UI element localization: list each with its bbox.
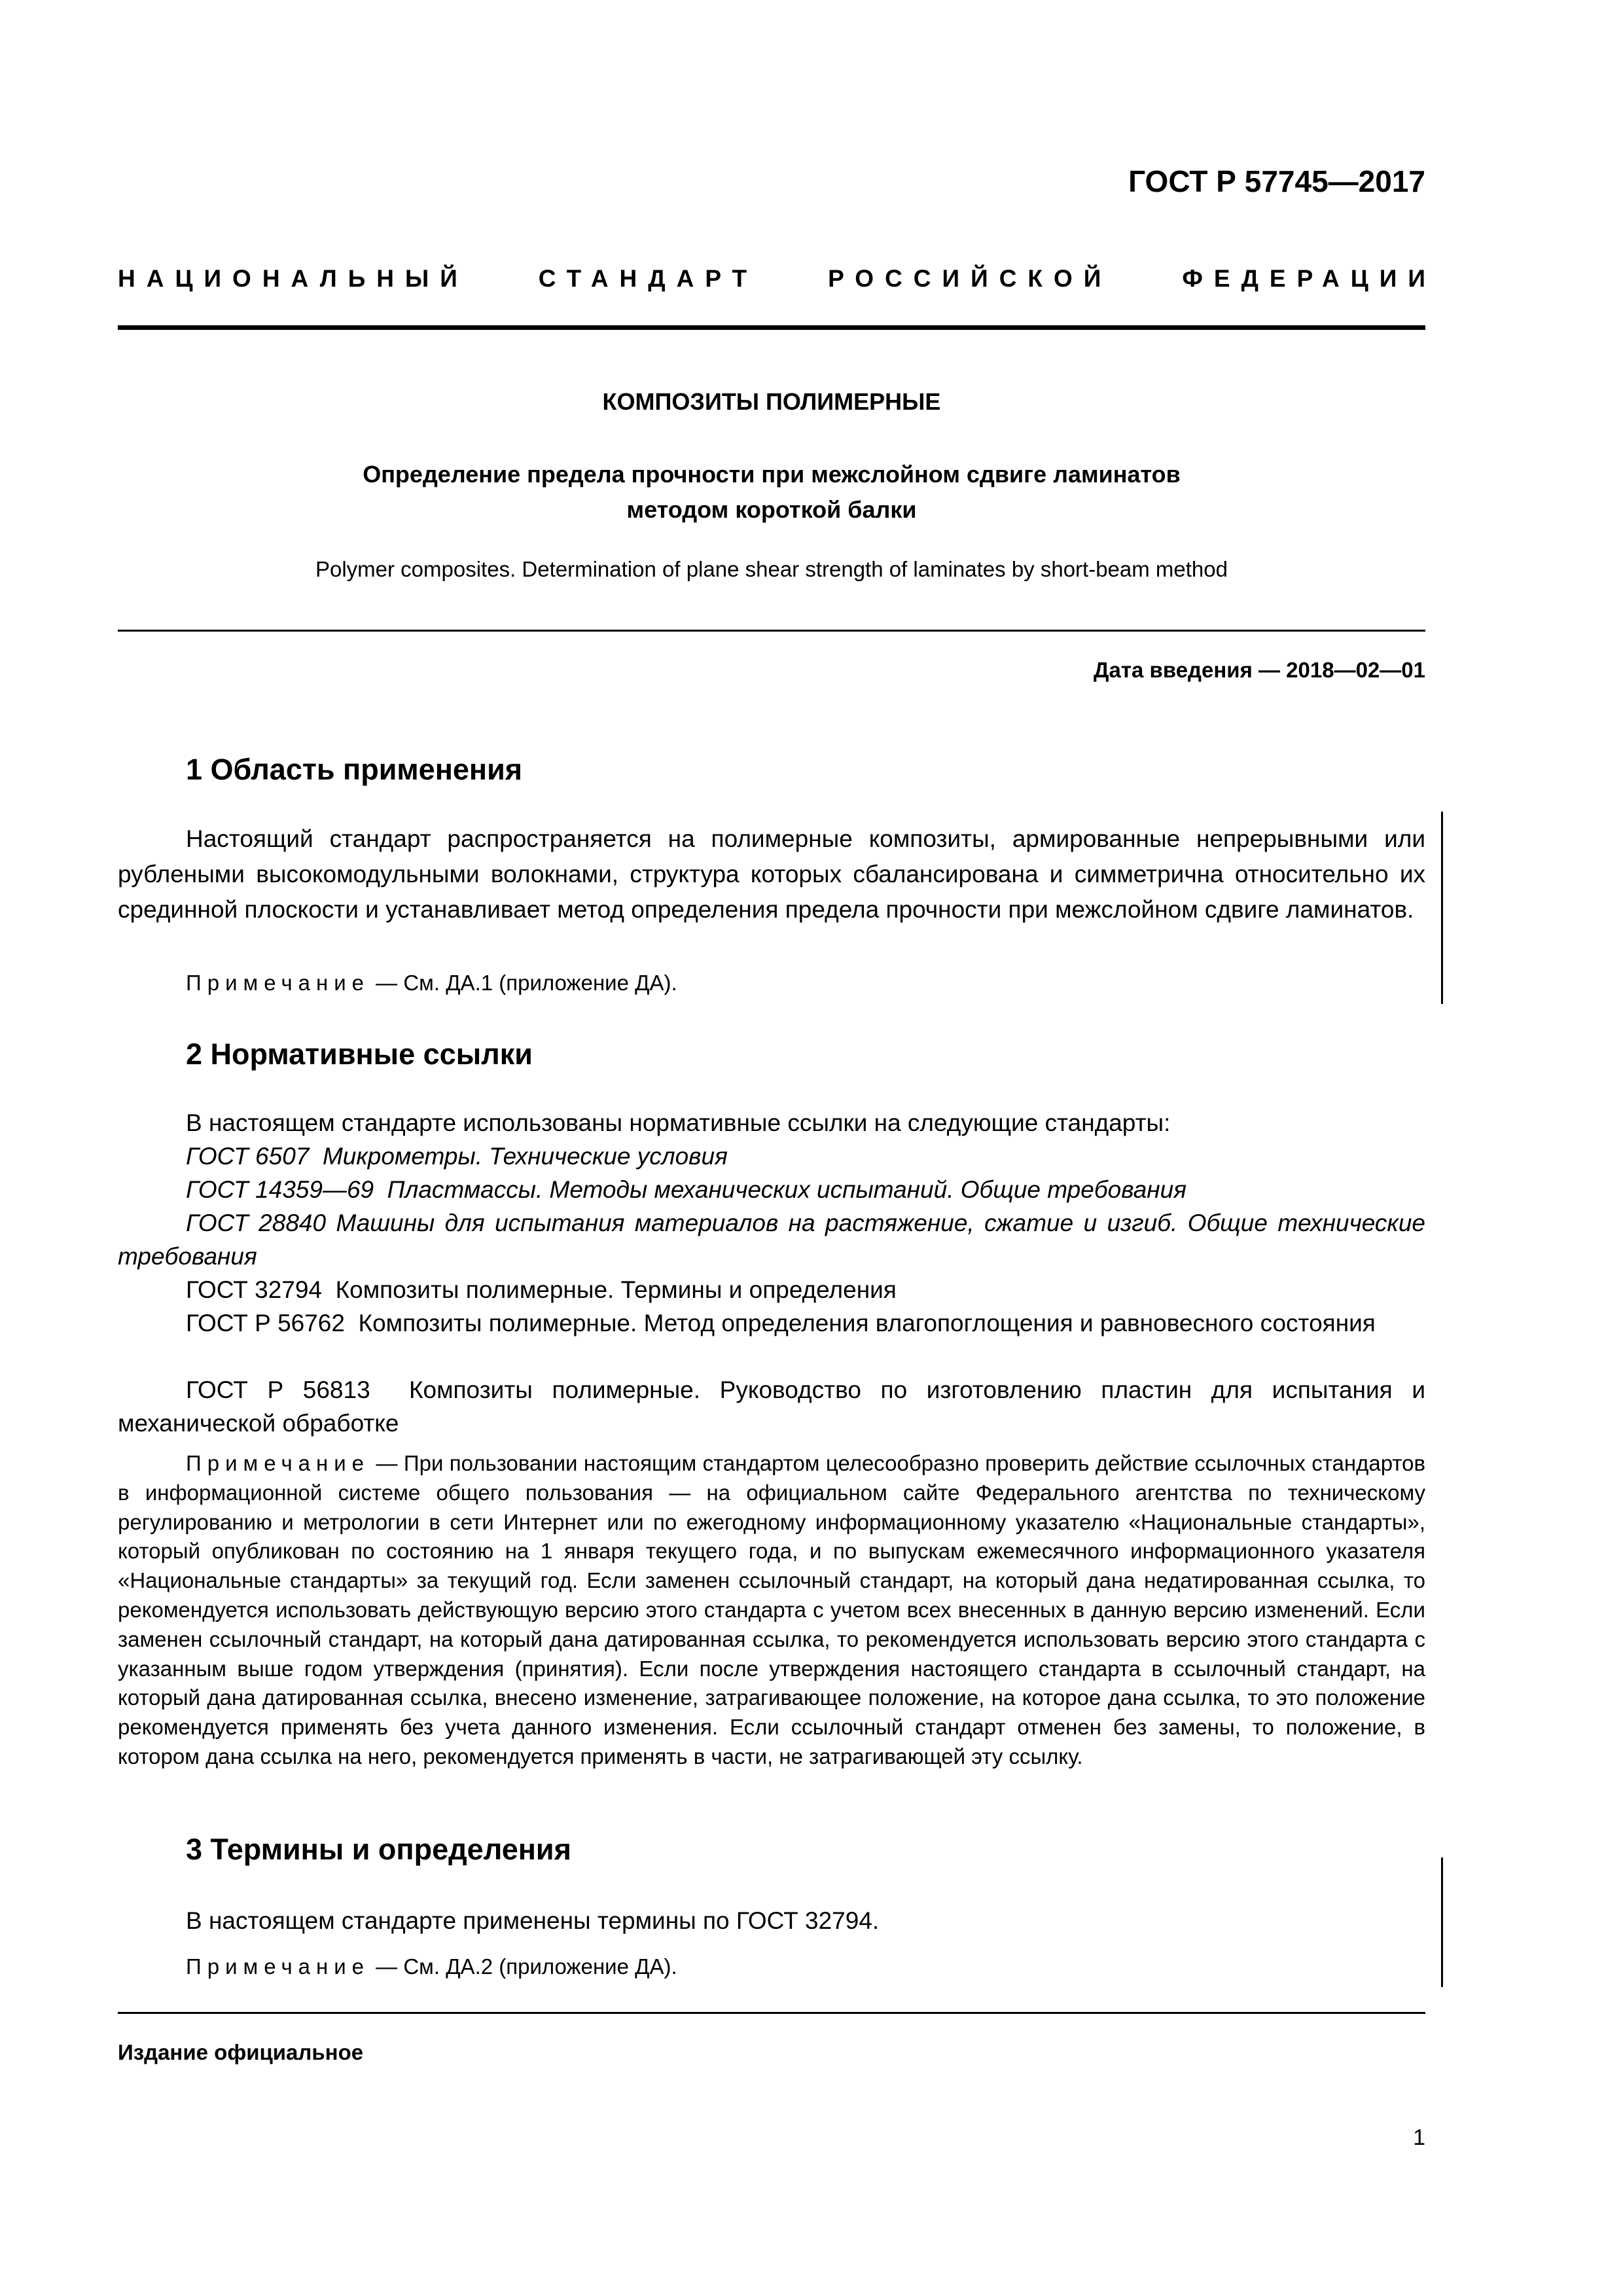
reference-code: ГОСТ Р 56813 (186, 1376, 370, 1403)
national-title-word: ФЕДЕРАЦИИ (1182, 265, 1436, 292)
reference-title: Машины для испытания материалов на растяжение, сжатие и изгиб. Общие технические требования (118, 1210, 1426, 1270)
note-text: — См. ДА.2 (приложение ДА). (370, 1954, 677, 1979)
reference-code: ГОСТ 14359—69 (186, 1176, 374, 1203)
change-bar (1441, 812, 1443, 1004)
footer-divider (118, 2012, 1425, 2014)
section-note (186, 971, 677, 996)
reference-item (118, 1306, 1425, 1340)
introduction-date: Дата введения — 2018—02—01 (1094, 658, 1425, 682)
standard-subtitle (118, 457, 1425, 528)
header-divider (118, 325, 1425, 330)
note-label: Примечание (186, 971, 370, 995)
note-label: Примечание (186, 1451, 370, 1475)
section-paragraph: Настоящий стандарт распространяется на полимерные композиты, армированные непрерывными или рублеными высокомодульными волокнами, структура которых сбалансирована и симметрична относительно их срединной плоскости и устанавливает метод определения предела прочности при межслойном сдвиге ламинатов. (118, 825, 1425, 923)
reference-code: ГОСТ Р 56762 (186, 1310, 345, 1336)
page-number: 1 (1413, 2125, 1425, 2150)
reference-item (118, 1273, 1425, 1306)
reference-title: Микрометры. Технические условия (322, 1143, 728, 1170)
title-divider (118, 630, 1425, 632)
official-edition-label: Издание официальное (118, 2040, 364, 2064)
section-heading: 1 Область применения (186, 753, 523, 786)
section-heading: 2 Нормативные ссылки (186, 1037, 533, 1071)
standard-title: КОМПОЗИТЫ ПОЛИМЕРНЫЕ (602, 388, 941, 415)
note-text: — При пользовании настоящим стандартом целесообразно проверить действие ссылочных стандартов в информационной системе общего пользования — на официальном сайте Федерального агентства по техническому регулированию и метрологии в сети Интернет или по ежегодному информационному указателю «Национальные стандарты», который опубликован по состоянию на 1 января текущего года, и по выпускам ежемесячного информационного указателя «Национальные стандарты» за текущий год. Если заменен ссылочный стандарт, на который дана недатированная ссылка, то рекомендуется использовать действующую версию этого стандарта с учетом всех внесенных в данную версию изменений. Если заменен ссылочный стандарт, на который дана датированная ссылка, то рекомендуется использовать версию этого стандарта с указанным выше годом утверждения (принятия). Если после утверждения настоящего стандарта в ссылочный стандарт, на который дана датированная ссылка, внесено изменение, затрагивающее положение, на которое дана ссылка, то это положение рекомендуется применять без учета данного изменения. Если ссылочный стандарт отменен без замены, то положение, в котором дана ссылка на него, рекомендуется применять в части, не затрагивающей эту ссылку. (118, 1451, 1425, 1768)
reference-title: Композиты полимерные. Руководство по изготовлению пластин для испытания и механической обработке (118, 1376, 1425, 1437)
subtitle-line: Определение предела прочности при межслойном сдвиге ламинатов (363, 461, 1181, 488)
reference-code: ГОСТ 32794 (186, 1276, 322, 1303)
note-text: — См. ДА.1 (приложение ДА). (370, 971, 677, 995)
reference-code: ГОСТ 6507 (186, 1143, 310, 1170)
national-title-word: НАЦИОНАЛЬНЫЙ (118, 265, 469, 292)
national-standard-title (118, 265, 1436, 293)
reference-title: Пластмассы. Методы механических испытаний. Общие требования (387, 1176, 1186, 1203)
document-number: ГОСТ Р 57745—2017 (1128, 164, 1425, 198)
reference-item (118, 1139, 1425, 1173)
section-note (118, 1449, 1425, 1772)
reference-item (118, 1173, 1425, 1206)
reference-item (118, 1206, 1425, 1273)
reference-title: Композиты полимерные. Метод определения влагопоглощения и равновесного состояния (358, 1310, 1376, 1336)
section-paragraph: В настоящем стандарте использованы нормативные ссылки на следующие стандарты: (186, 1109, 1171, 1136)
section-heading: 3 Термины и определения (186, 1833, 571, 1866)
reference-code: ГОСТ 28840 (186, 1210, 327, 1236)
reference-title: Композиты полимерные. Термины и определения (335, 1276, 897, 1303)
section-note (186, 1954, 677, 1979)
subtitle-line: методом короткой балки (626, 496, 917, 523)
change-bar (1441, 1857, 1443, 1987)
note-label: Примечание (186, 1954, 370, 1979)
english-title: Polymer composites. Determination of plane shear strength of laminates by short-beam method (315, 557, 1228, 581)
reference-item (118, 1373, 1425, 1440)
section-paragraph: В настоящем стандарте применены термины по ГОСТ 32794. (186, 1907, 880, 1934)
national-title-word: РОССИЙСКОЙ (828, 265, 1113, 292)
national-title-word: СТАНДАРТ (538, 265, 758, 292)
